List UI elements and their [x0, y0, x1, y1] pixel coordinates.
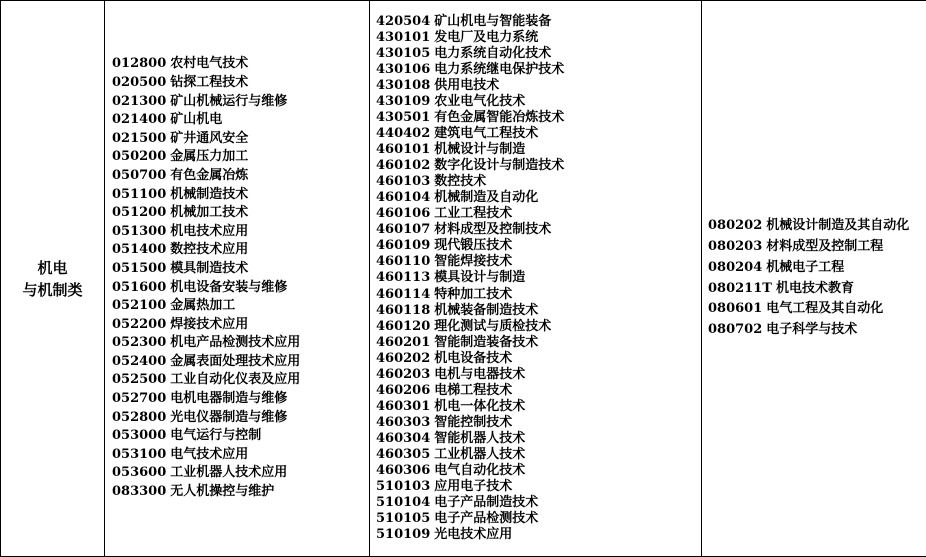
category-label-line1: 机电 — [37, 258, 68, 277]
list-item — [376, 463, 701, 479]
major-code: 460306 — [376, 463, 431, 479]
list-item — [112, 260, 369, 279]
list-item — [112, 130, 369, 149]
major-code: 460301 — [376, 398, 431, 414]
list-item — [112, 167, 369, 186]
major-name: 矿山机电 — [170, 112, 223, 128]
major-code: 460303 — [376, 414, 431, 430]
major-code: 430108 — [376, 77, 431, 93]
major-name: 金属表面处理技术应用 — [170, 353, 301, 369]
higher-vocational-majors-cell — [370, 1, 702, 557]
major-code: 460107 — [376, 222, 431, 238]
major-code: 460120 — [376, 318, 431, 334]
list-item — [376, 254, 701, 270]
major-name: 智能控制技术 — [434, 414, 513, 430]
major-name: 电力系统自动化技术 — [434, 45, 552, 61]
major-name: 发电厂及电力系统 — [434, 29, 539, 45]
higher-vocational-majors-list — [370, 14, 701, 544]
major-code: 052400 — [112, 353, 167, 369]
major-code: 052700 — [112, 391, 167, 407]
list-item — [376, 447, 701, 463]
major-code: 510109 — [376, 527, 431, 543]
undergraduate-majors-list — [702, 216, 926, 341]
major-name: 机电设备技术 — [434, 350, 513, 366]
list-item — [112, 111, 369, 130]
major-name: 矿山机械运行与维修 — [170, 93, 288, 109]
major-code: 430101 — [376, 29, 431, 45]
major-code: 460201 — [376, 334, 431, 350]
major-code: 430105 — [376, 45, 431, 61]
major-code: 080204 — [708, 259, 763, 275]
major-name: 机电技术应用 — [170, 223, 249, 239]
list-item — [376, 110, 701, 126]
major-code: 460304 — [376, 430, 431, 446]
list-item — [376, 46, 701, 62]
major-name: 机械设计制造及其自动化 — [766, 218, 910, 234]
major-name: 数控技术应用 — [170, 242, 249, 258]
major-code: 052500 — [112, 372, 167, 388]
list-item — [112, 93, 369, 112]
major-name: 模具制造技术 — [170, 260, 249, 276]
major-code: 083300 — [112, 484, 167, 500]
list-item — [376, 479, 701, 495]
list-item — [376, 319, 701, 335]
list-item — [708, 237, 926, 258]
major-code: 460206 — [376, 382, 431, 398]
major-code: 460114 — [376, 286, 431, 302]
list-item — [376, 511, 701, 527]
list-item — [708, 299, 926, 320]
major-code: 080202 — [708, 218, 763, 234]
major-name: 材料成型及控制技术 — [434, 222, 552, 238]
major-name: 电梯工程技术 — [434, 382, 513, 398]
category-label-line2: 与机制类 — [22, 280, 83, 299]
major-name: 智能焊接技术 — [434, 254, 513, 270]
list-item — [112, 409, 369, 428]
list-item — [376, 158, 701, 174]
major-code: 053600 — [112, 465, 167, 481]
list-item — [376, 222, 701, 238]
major-code: 420504 — [376, 13, 431, 29]
list-item — [376, 383, 701, 399]
major-code: 080601 — [708, 301, 763, 317]
list-item — [376, 527, 701, 543]
list-item — [708, 279, 926, 300]
major-code: 053100 — [112, 446, 167, 462]
major-code: 051200 — [112, 205, 167, 221]
list-item — [708, 258, 926, 279]
list-item — [112, 55, 369, 74]
major-name: 工业机器人技术应用 — [170, 465, 288, 481]
major-code: 460305 — [376, 446, 431, 462]
list-item — [376, 303, 701, 319]
major-code: 051600 — [112, 279, 167, 295]
major-code: 460203 — [376, 366, 431, 382]
major-code: 460103 — [376, 174, 431, 190]
list-item — [376, 399, 701, 415]
major-code: 053000 — [112, 428, 167, 444]
major-code: 021500 — [112, 130, 167, 146]
major-code: 440402 — [376, 126, 431, 142]
list-item — [112, 371, 369, 390]
list-item — [708, 216, 926, 237]
major-name: 工业自动化仪表及应用 — [170, 372, 301, 388]
list-item — [112, 148, 369, 167]
major-name: 智能机器人技术 — [434, 430, 526, 446]
major-name: 有色金属智能冶炼技术 — [434, 110, 565, 125]
major-code: 052800 — [112, 409, 167, 425]
major-name: 理化测试与质检技术 — [434, 318, 552, 334]
major-name: 工业工程技术 — [434, 206, 513, 222]
major-name: 特种加工技术 — [434, 286, 513, 302]
major-name: 金属热加工 — [170, 298, 236, 314]
list-item — [376, 495, 701, 511]
major-code: 430106 — [376, 61, 431, 77]
major-code: 052100 — [112, 298, 167, 314]
secondary-majors-cell — [105, 1, 370, 557]
major-name: 有色金属冶炼 — [170, 167, 249, 183]
major-name: 机电一体化技术 — [434, 398, 526, 414]
list-item — [112, 297, 369, 316]
list-item — [376, 351, 701, 367]
major-name: 机电产品检测技术应用 — [170, 335, 301, 351]
major-name: 金属压力加工 — [170, 149, 249, 165]
major-code: 460102 — [376, 158, 431, 174]
major-name: 农业电气化技术 — [434, 93, 526, 109]
category-cell — [1, 1, 105, 557]
major-name: 钻探工程技术 — [170, 74, 249, 90]
major-name: 电子产品检测技术 — [434, 511, 539, 527]
major-name: 电子产品制造技术 — [434, 495, 539, 511]
major-name: 机械设计与制造 — [434, 142, 526, 158]
list-item — [112, 353, 369, 372]
major-name: 矿井通风安全 — [170, 130, 249, 146]
major-name: 电气运行与控制 — [170, 428, 262, 444]
major-name: 建筑电气工程技术 — [434, 126, 539, 142]
major-name: 材料成型及控制工程 — [766, 238, 884, 254]
list-item — [376, 287, 701, 303]
list-item — [112, 74, 369, 93]
list-item — [376, 94, 701, 110]
major-code: 430109 — [376, 93, 431, 109]
list-item — [708, 320, 926, 341]
major-code: 460106 — [376, 206, 431, 222]
list-item — [376, 14, 701, 30]
major-code: 051400 — [112, 242, 167, 258]
major-name: 智能制造装备技术 — [434, 334, 539, 350]
major-name: 现代锻压技术 — [434, 238, 513, 254]
major-code: 460118 — [376, 302, 431, 318]
major-name: 机械制造技术 — [170, 186, 249, 202]
list-item — [376, 206, 701, 222]
major-name: 光电仪器制造与维修 — [170, 409, 288, 425]
major-code: 080702 — [708, 322, 763, 338]
major-name: 光电技术应用 — [434, 527, 513, 543]
list-item — [112, 446, 369, 465]
major-code: 020500 — [112, 74, 167, 90]
major-name: 机械加工技术 — [170, 205, 249, 221]
major-code: 460109 — [376, 238, 431, 254]
major-code: 051100 — [112, 186, 167, 202]
list-item — [112, 483, 369, 502]
list-item — [112, 186, 369, 205]
list-item — [376, 270, 701, 286]
list-item — [112, 334, 369, 353]
list-item — [112, 316, 369, 335]
major-code: 460202 — [376, 350, 431, 366]
undergraduate-majors-cell — [702, 1, 926, 557]
major-code: 460113 — [376, 270, 431, 286]
major-name: 电气工程及其自动化 — [766, 301, 884, 317]
major-name: 电机与电器技术 — [434, 366, 526, 382]
major-name: 电力系统继电保护技术 — [434, 61, 565, 77]
list-item — [112, 204, 369, 223]
category-label — [1, 257, 104, 301]
list-item — [376, 335, 701, 351]
major-code: 051300 — [112, 223, 167, 239]
major-code: 510103 — [376, 479, 431, 495]
major-name: 数控技术 — [434, 174, 487, 190]
list-item — [376, 142, 701, 158]
major-code: 021300 — [112, 93, 167, 109]
major-name: 机电技术教育 — [775, 280, 854, 296]
major-code: 051500 — [112, 260, 167, 276]
major-code: 052300 — [112, 335, 167, 351]
major-code: 510105 — [376, 511, 431, 527]
major-name: 模具设计与制造 — [434, 270, 526, 286]
major-name: 机械制造及自动化 — [434, 190, 539, 206]
list-item — [376, 126, 701, 142]
list-item — [376, 367, 701, 383]
major-name: 无人机操控与维护 — [170, 484, 275, 500]
table-row — [1, 1, 926, 557]
major-code: 080203 — [708, 238, 763, 254]
major-code: 510104 — [376, 495, 431, 511]
secondary-majors-list — [105, 55, 369, 501]
major-name: 电气技术应用 — [170, 446, 249, 462]
list-item — [376, 415, 701, 431]
list-item — [112, 279, 369, 298]
major-code: 460110 — [376, 254, 431, 270]
major-name: 机械装备制造技术 — [434, 302, 539, 318]
list-item — [112, 464, 369, 483]
list-item — [376, 78, 701, 94]
list-item — [112, 223, 369, 242]
list-item — [376, 62, 701, 78]
list-item — [376, 190, 701, 206]
list-item — [112, 241, 369, 260]
major-name: 焊接技术应用 — [170, 316, 249, 332]
major-name: 机械电子工程 — [766, 259, 845, 275]
major-name: 电机电器制造与维修 — [170, 391, 288, 407]
major-name: 机电设备安装与维修 — [170, 279, 288, 295]
major-code: 050200 — [112, 149, 167, 165]
major-code: 012800 — [112, 56, 167, 72]
major-name: 农村电气技术 — [170, 56, 249, 72]
major-name: 电子科学与技术 — [766, 322, 858, 338]
list-item — [376, 431, 701, 447]
major-code: 460101 — [376, 142, 431, 158]
major-name: 矿山机电与智能装备 — [434, 13, 552, 29]
major-name: 数字化设计与制造技术 — [434, 158, 565, 174]
major-code: 430501 — [376, 110, 431, 125]
list-item — [376, 174, 701, 190]
list-item — [112, 427, 369, 446]
major-code: 021400 — [112, 112, 167, 128]
major-name: 电气自动化技术 — [434, 463, 526, 479]
major-name: 工业机器人技术 — [434, 446, 526, 462]
major-code: 050700 — [112, 167, 167, 183]
major-code: 080211T — [708, 280, 772, 296]
major-code: 052200 — [112, 316, 167, 332]
list-item — [376, 30, 701, 46]
list-item — [376, 238, 701, 254]
major-name: 应用电子技术 — [434, 479, 513, 495]
major-code: 460104 — [376, 190, 431, 206]
list-item — [112, 390, 369, 409]
major-name: 供用电技术 — [434, 77, 500, 93]
